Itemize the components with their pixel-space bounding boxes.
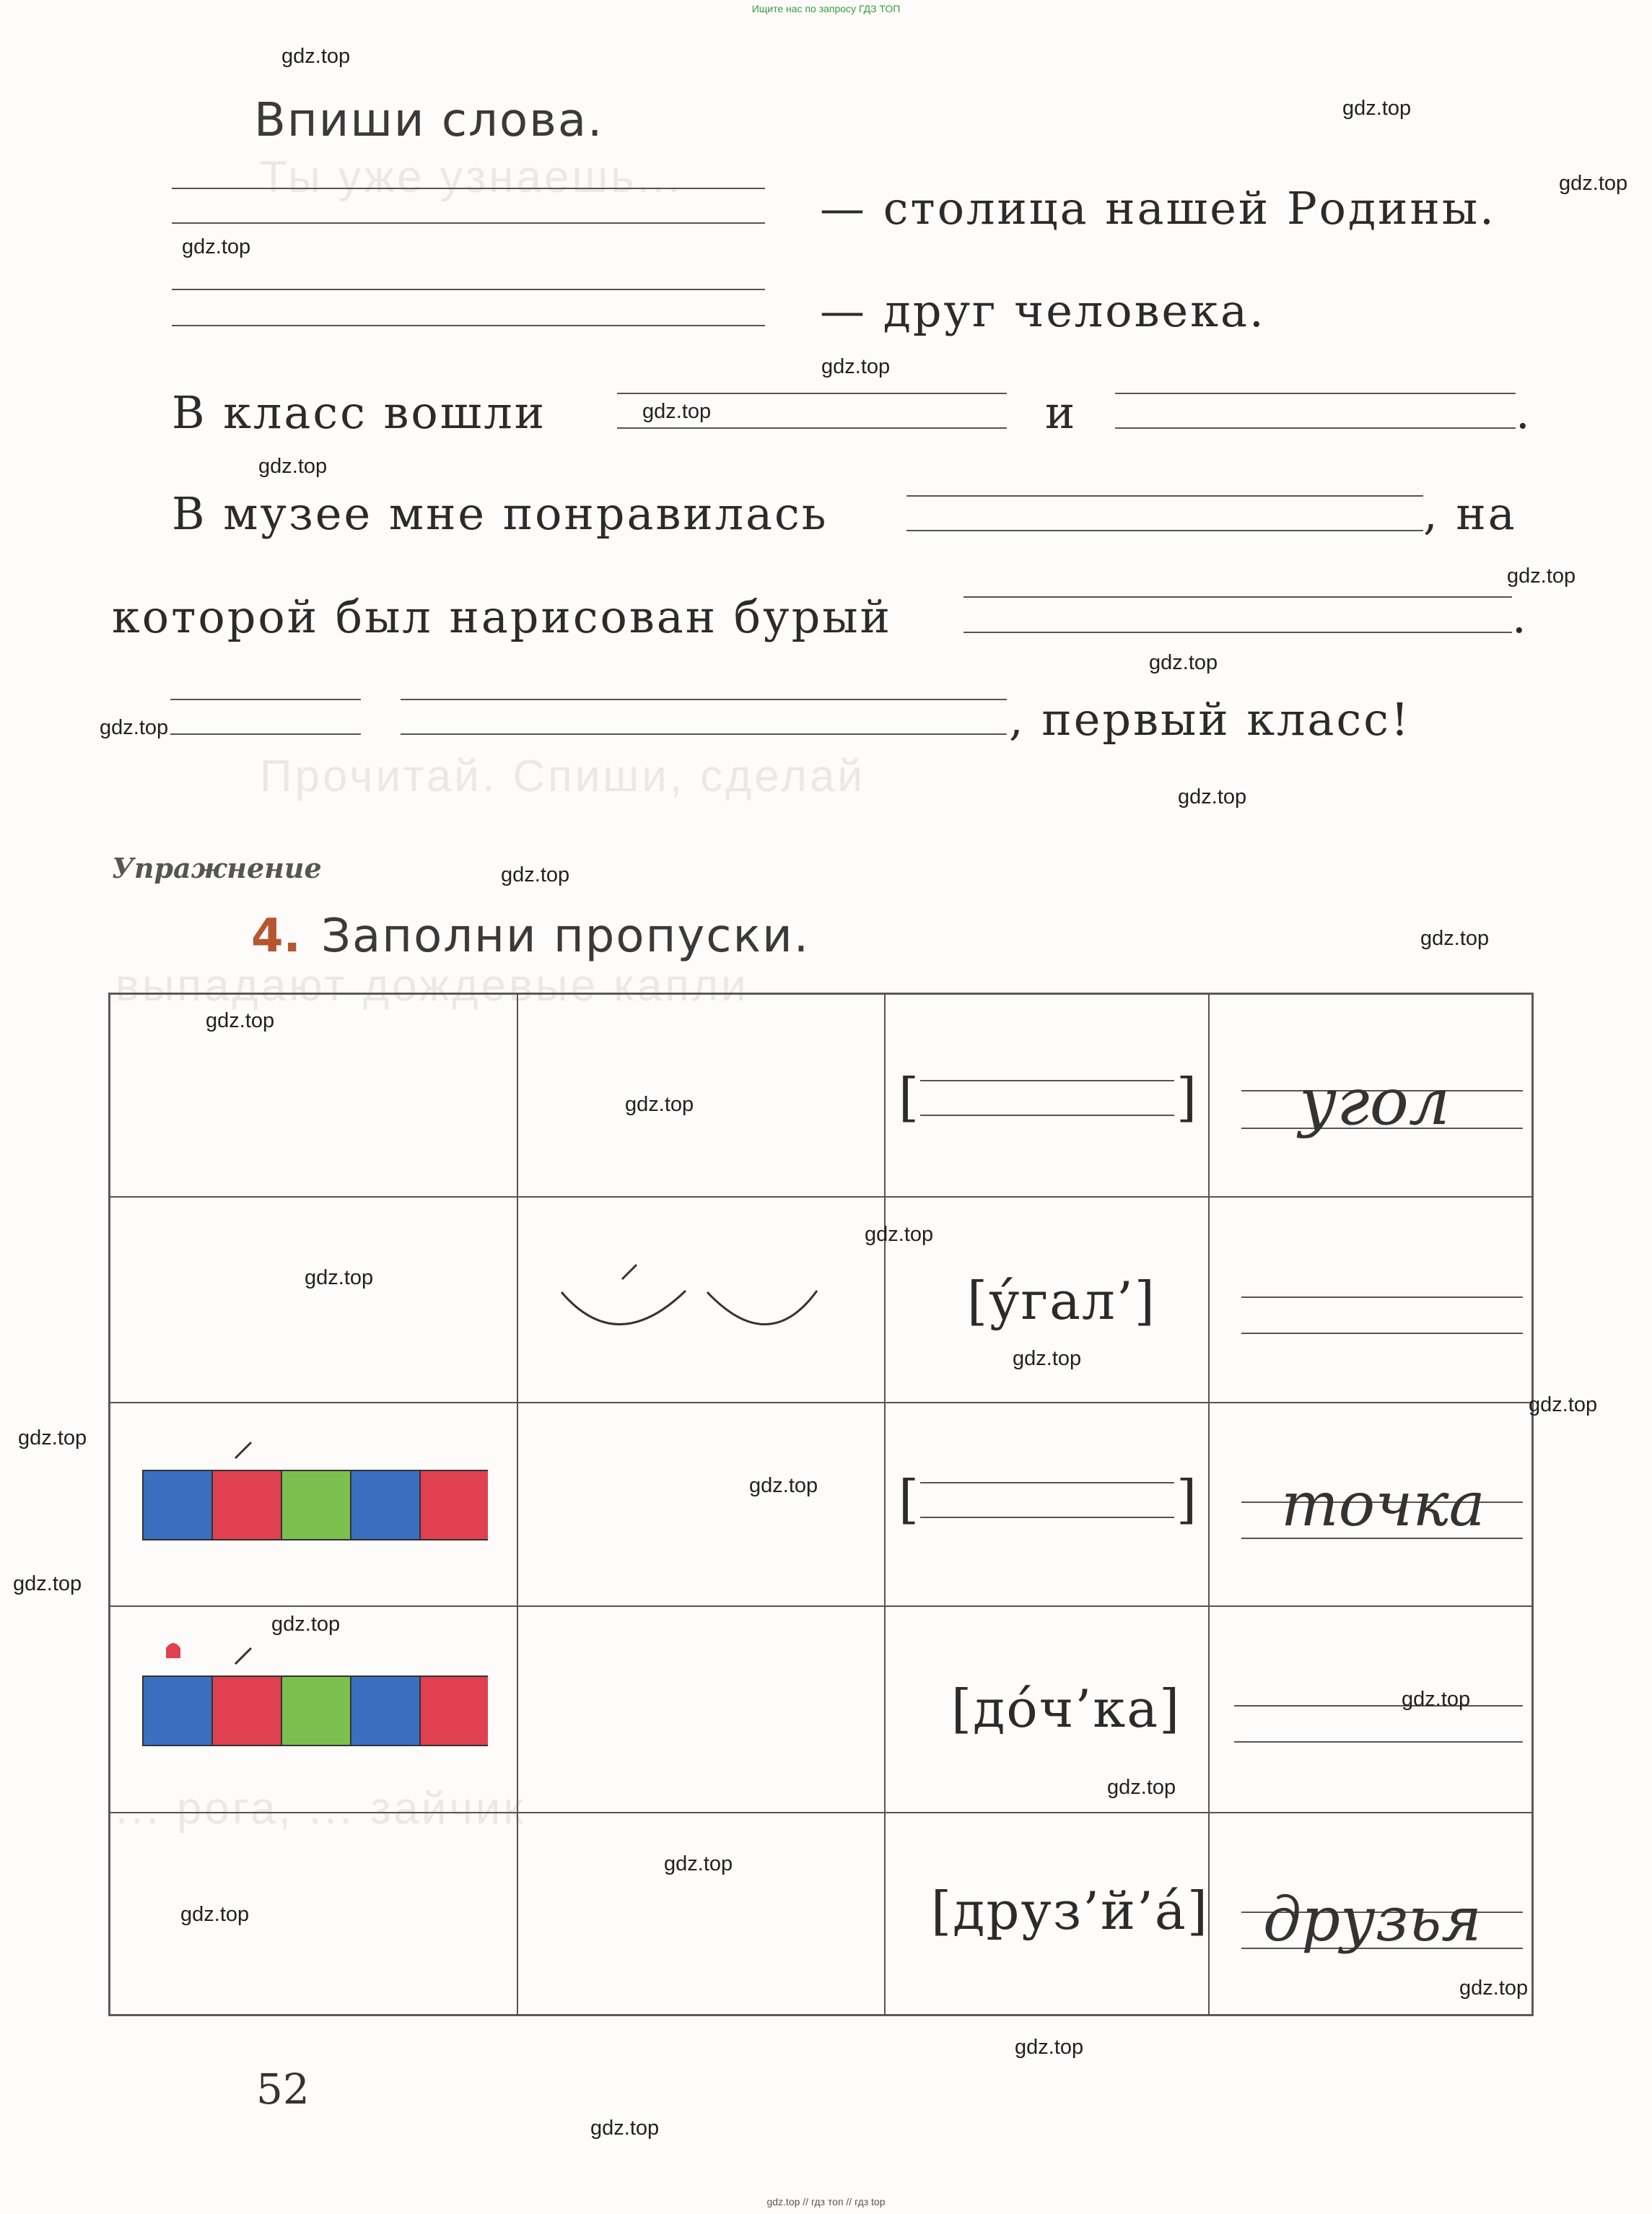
- table-divider: [108, 1196, 1534, 1198]
- section-heading: Впиши слова.: [254, 94, 604, 147]
- exercise-label: Упражнение: [112, 852, 322, 884]
- table-divider: [517, 993, 518, 2016]
- transcription-bracket-close: ]: [1176, 1067, 1197, 1128]
- watermark: gdz.top: [271, 1613, 341, 1636]
- watermark: gdz.top: [1013, 1347, 1082, 1370]
- answer-line: [617, 427, 1007, 429]
- transcription-bracket-open: [: [899, 1469, 919, 1530]
- transcription-line: [920, 1080, 1174, 1081]
- answer-line: [401, 699, 1007, 700]
- transcription-line: [920, 1482, 1174, 1483]
- watermark: gdz.top: [664, 1852, 733, 1875]
- transcription-bracket-close: ]: [1176, 1469, 1197, 1530]
- page-number: 52: [256, 2065, 310, 2114]
- watermark: gdz.top: [182, 235, 251, 258]
- table-divider: [108, 1605, 1534, 1607]
- syllable-arcs-icon: [556, 1263, 844, 1343]
- watermark: gdz.top: [206, 1009, 275, 1032]
- answer-line: [963, 632, 1512, 633]
- transcription: [у́гал’]: [967, 1271, 1156, 1331]
- table-divider: [884, 993, 886, 2016]
- watermark: gdz.top: [1459, 1977, 1529, 2000]
- watermark: gdz.top: [18, 1426, 87, 1450]
- exercise-number: 4.: [251, 910, 301, 963]
- answer-line: [401, 733, 1007, 735]
- watermark: gdz.top: [1529, 1393, 1598, 1416]
- answer-line: [963, 596, 1512, 598]
- transcription: [до́ч’ка]: [951, 1678, 1181, 1739]
- watermark: gdz.top: [749, 1474, 818, 1497]
- handwritten-word: угол: [1299, 1064, 1451, 1140]
- watermark: gdz.top: [180, 1903, 250, 1926]
- word-line: [1234, 1741, 1523, 1743]
- answer-line: [1115, 427, 1516, 429]
- word-line: [1241, 1296, 1523, 1298]
- sentence-text: и: [1045, 386, 1078, 439]
- sound-scheme-icon: [141, 1433, 488, 1541]
- handwritten-word: друзья: [1263, 1884, 1482, 1955]
- transcription-bracket-open: [: [899, 1067, 919, 1128]
- watermark: gdz.top: [1178, 785, 1247, 809]
- watermark: gdz.top: [100, 716, 169, 739]
- answer-line: [170, 733, 361, 735]
- handwritten-word: точка: [1281, 1469, 1485, 1540]
- answer-line: [172, 289, 765, 290]
- sentence-text: В музее мне понравилась: [172, 487, 829, 540]
- sentence-text: которой был нарисован бурый: [112, 590, 892, 643]
- watermark: gdz.top: [1507, 565, 1576, 588]
- watermark: gdz.top: [1559, 172, 1628, 195]
- answer-line: [617, 393, 1007, 394]
- answer-line: [172, 188, 765, 189]
- watermark: gdz.top: [590, 2117, 660, 2140]
- answer-line: [172, 325, 765, 326]
- table-divider: [1208, 993, 1210, 2016]
- sound-scheme-icon: [141, 1635, 488, 1751]
- answer-line: [906, 530, 1423, 531]
- watermark: gdz.top: [1420, 927, 1490, 950]
- sentence-text: — столица нашей Родины.: [820, 182, 1496, 235]
- sentence-text: .: [1512, 590, 1529, 643]
- watermark: gdz.top: [1107, 1776, 1176, 1799]
- table-divider: [108, 1812, 1534, 1813]
- exercise-title: Заполни пропуски.: [321, 910, 810, 963]
- top-note: Ищите нас по запросу ГДЗ ТОП: [751, 3, 901, 14]
- watermark: gdz.top: [501, 863, 570, 886]
- transcription-line: [920, 1115, 1174, 1116]
- transcription-line: [920, 1517, 1174, 1518]
- watermark: gdz.top: [1342, 97, 1412, 120]
- transcription: [друз’й’а́]: [931, 1880, 1209, 1941]
- watermark: gdz.top: [305, 1266, 374, 1289]
- watermark: gdz.top: [258, 455, 328, 478]
- sentence-text: .: [1516, 386, 1532, 439]
- watermark: gdz.top: [1149, 651, 1218, 674]
- watermark: gdz.top: [625, 1093, 694, 1116]
- answer-line: [170, 699, 361, 700]
- answer-line: [906, 495, 1423, 497]
- answer-line: [172, 222, 765, 224]
- word-line: [1241, 1333, 1523, 1334]
- watermark: gdz.top: [1015, 2036, 1084, 2059]
- sentence-text: В класс вошли: [172, 386, 547, 439]
- sentence-text: , первый класс!: [1009, 693, 1411, 746]
- sentence-text: — друг человека.: [820, 284, 1266, 337]
- sentence-text: , на: [1423, 487, 1517, 540]
- answer-line: [1115, 393, 1516, 394]
- bottom-note: gdz.top // гдз топ // гдз top: [766, 2196, 886, 2208]
- table-divider: [108, 1402, 1534, 1403]
- watermark: gdz.top: [865, 1223, 934, 1246]
- watermark: gdz.top: [281, 45, 351, 68]
- watermark: gdz.top: [1402, 1688, 1471, 1711]
- watermark: gdz.top: [13, 1572, 82, 1595]
- word-line: [1234, 1705, 1523, 1707]
- watermark: gdz.top: [821, 355, 891, 378]
- watermark: gdz.top: [642, 400, 712, 423]
